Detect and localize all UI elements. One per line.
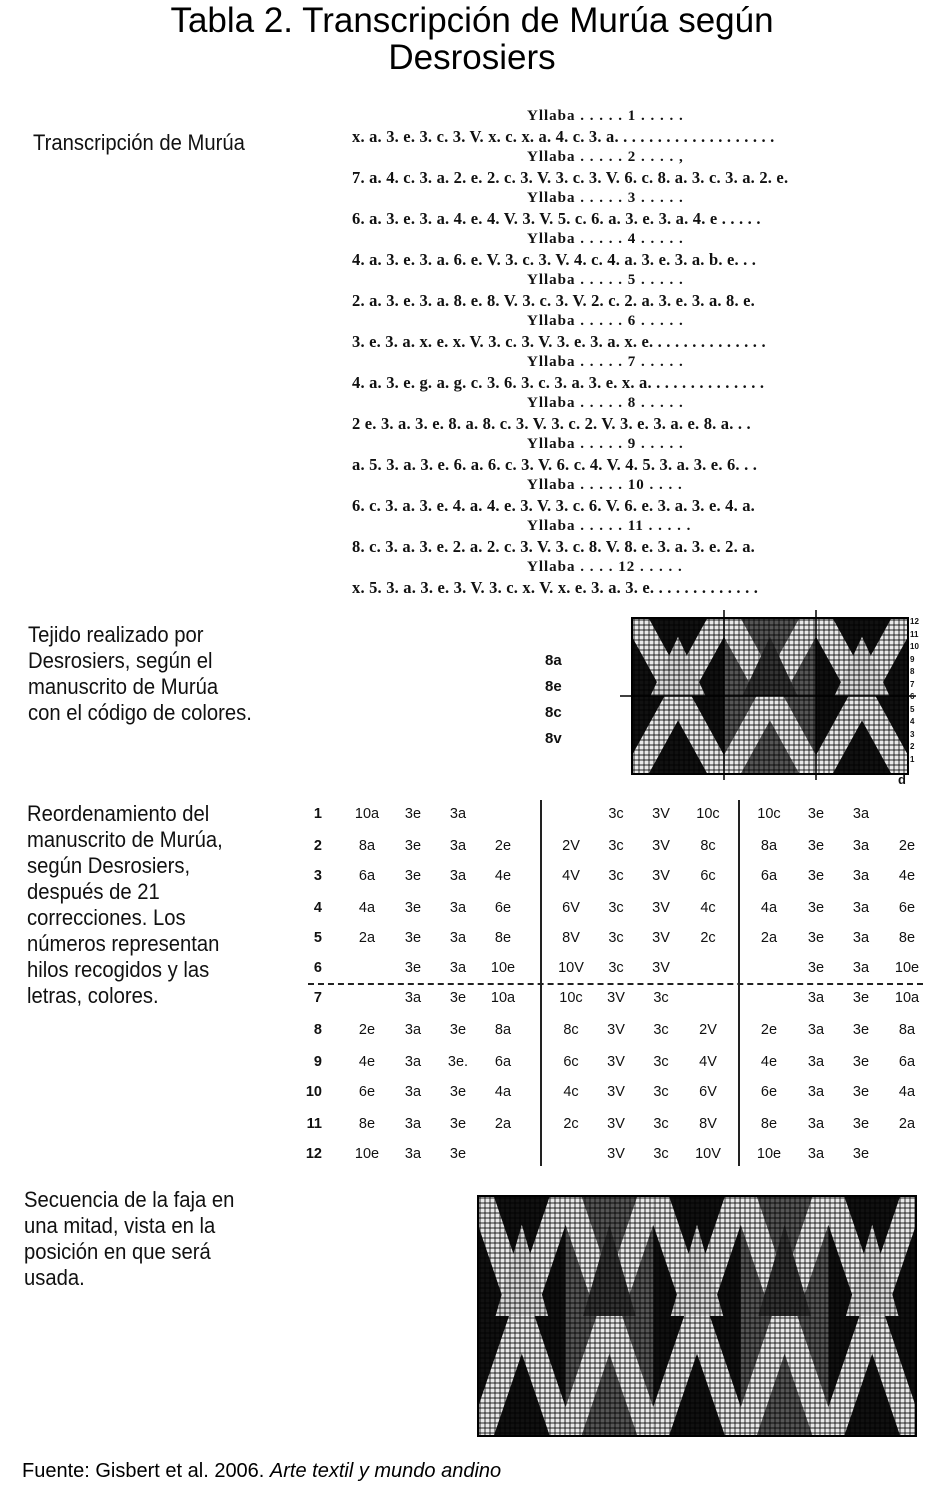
table-cell: 6e — [898, 900, 916, 916]
table-cell: 10e — [894, 960, 920, 976]
table-cell: 10a — [354, 806, 380, 822]
row-number: 11 — [306, 1116, 322, 1132]
table-cell: 3a — [852, 930, 870, 946]
table-cell: 3c — [653, 1022, 669, 1038]
pattern-row-number: 4 — [910, 717, 915, 726]
yllaba-label: Yllaba . . . . . 4 . . . . . — [527, 231, 684, 247]
source-prefix: Fuente: Gisbert et al. 2006. — [22, 1460, 270, 1482]
sequence-line: 2. a. 3. e. 3. a. 8. e. 8. V. 3. c. 3. V. 2. c. 2. a. 3. e. 3. a. 8. e. — [352, 291, 755, 310]
row-number: 12 — [305, 1146, 322, 1162]
table-cell: 4V — [562, 868, 580, 884]
source-book-title: Arte textil y mundo andino — [269, 1460, 502, 1482]
legend-item: 8c — [545, 704, 562, 721]
table-cell: 8a — [494, 1022, 512, 1038]
table-cell: 3e. — [447, 1054, 469, 1070]
yllaba-label: Yllaba . . . . . 11 . . . . . — [527, 518, 692, 534]
table-cell: 10V — [558, 960, 584, 976]
table-cell: 6c — [563, 1054, 579, 1070]
table-cell: 6a — [898, 1054, 916, 1070]
table-cell: 3e — [404, 806, 422, 822]
row-number: 2 — [313, 838, 322, 854]
table-cell: 2a — [898, 1116, 916, 1132]
legend-item: 8a — [545, 652, 562, 669]
table-cell: 3e — [852, 1022, 870, 1038]
table-cell: 3a — [404, 1146, 422, 1162]
table-cell: 6a — [760, 868, 778, 884]
table-cell: 3e — [852, 1146, 870, 1162]
table-cell: 2e — [494, 838, 512, 854]
table-cell: 3V — [652, 806, 670, 822]
table-cell: 3e — [404, 960, 422, 976]
sequence-line: 2 e. 3. a. 3. e. 8. a. 8. c. 3. V. 3. c. 2. V. 3. e. 3. a. e. 8. a. . . — [352, 414, 751, 433]
table-cell: 6e — [494, 900, 512, 916]
reorder-label: Reordenamiento del manuscrito de Murúa, según Desrosiers, después de 21 correcciones. Los números representan hilos recogidos y las letras, colores. — [27, 801, 223, 1008]
row-number: 6 — [313, 960, 322, 976]
table-cell: 4V — [699, 1054, 717, 1070]
table-cell: 8e — [358, 1116, 376, 1132]
table-cell: 4a — [358, 900, 376, 916]
table-cell: 6a — [358, 868, 376, 884]
yllaba-label: Yllaba . . . . . 7 . . . . . — [527, 354, 684, 370]
yllaba-label: Yllaba . . . . . 6 . . . . . — [527, 313, 684, 329]
table-cell: 3c — [608, 806, 624, 822]
table-cell: 6a — [494, 1054, 512, 1070]
table-cell: 10e — [756, 1146, 782, 1162]
table-cell: 3V — [607, 1022, 625, 1038]
table-cell: 4a — [494, 1084, 512, 1100]
table-cell: 3a — [807, 1146, 825, 1162]
table-cell: 3a — [449, 806, 467, 822]
source-citation — [22, 1460, 501, 1483]
table-cell: 10c — [696, 806, 720, 822]
table-cell: 3a — [449, 868, 467, 884]
table-cell: 10c — [757, 806, 781, 822]
table-cell: 2e — [898, 838, 916, 854]
pattern-corner-label: d — [898, 772, 906, 787]
pattern-row-number: 12 — [910, 617, 919, 626]
table-cell: 6c — [700, 868, 716, 884]
table-cell: 3a — [807, 1054, 825, 1070]
sequence-line: x. a. 3. e. 3. c. 3. V. x. c. x. a. 4. c. 3. a. . . . . . . . . . . . . . . . . . . — [352, 127, 775, 146]
table-cell: 4a — [898, 1084, 916, 1100]
sequence-line: a. 5. 3. a. 3. e. 6. a. 6. c. 3. V. 6. c. 4. V. 4. 5. 3. a. 3. e. 6. . . — [352, 455, 758, 474]
table-cell: 3e — [807, 900, 825, 916]
table-cell: 3c — [608, 930, 624, 946]
table-cell: 10e — [354, 1146, 380, 1162]
table-cell: 4a — [760, 900, 778, 916]
table-cell: 3V — [652, 868, 670, 884]
pattern-row-number: 8 — [910, 667, 915, 676]
transcription-label: Transcripción de Murúa — [33, 130, 245, 155]
table-cell: 8V — [699, 1116, 717, 1132]
yllaba-label: Yllaba . . . . . 8 . . . . . — [527, 395, 684, 411]
table-cell: 3e — [404, 930, 422, 946]
table-cell: 8a — [760, 838, 778, 854]
table-cell: 10V — [695, 1146, 721, 1162]
table-cell: 4e — [760, 1054, 778, 1070]
table-cell: 3a — [807, 1084, 825, 1100]
table-cell: 3a — [449, 900, 467, 916]
table-cell: 6e — [358, 1084, 376, 1100]
murua-transcription — [352, 107, 922, 599]
table-cell: 3e — [404, 868, 422, 884]
table-cell: 3c — [608, 838, 624, 854]
pattern-row-number: 5 — [910, 704, 915, 714]
page-title — [0, 2, 944, 76]
table-cell: 3a — [852, 838, 870, 854]
table-cell: 3a — [852, 960, 870, 976]
legend-item: 8v — [545, 730, 562, 747]
table-cell: 8c — [700, 838, 716, 854]
table-cell: 3a — [404, 990, 422, 1006]
table-cell: 3V — [652, 900, 670, 916]
table-cell: 3c — [653, 1146, 669, 1162]
table-cell: 3e — [449, 1146, 467, 1162]
table-cell: 3c — [608, 868, 624, 884]
table-cell: 3e — [807, 868, 825, 884]
table-cell: 10a — [894, 990, 920, 1006]
table-cell: 3V — [607, 1146, 625, 1162]
title-line-2: Desrosiers — [388, 38, 556, 77]
sequence-line: 4. a. 3. e. g. a. g. c. 3. 6. 3. c. 3. a. 3. e. x. a. . . . . . . . . . . . . . — [352, 373, 765, 392]
table-cell: 2c — [700, 930, 716, 946]
table-cell: 3e — [449, 1116, 467, 1132]
pattern-row-number: 9 — [910, 654, 915, 664]
table-cell: 3V — [607, 990, 625, 1006]
table-cell: 3e — [807, 838, 825, 854]
table-cell: 4c — [700, 900, 716, 916]
pattern-row-number: 2 — [910, 742, 915, 751]
table-cell: 3V — [652, 930, 670, 946]
table-cell: 3a — [852, 868, 870, 884]
row-number: 10 — [305, 1084, 322, 1100]
table-cell: 2e — [358, 1022, 376, 1038]
pattern-row-number: 7 — [910, 679, 915, 689]
table-cell: 6V — [562, 900, 580, 916]
table-cell: 3c — [653, 1116, 669, 1132]
table-cell: 3a — [807, 990, 825, 1006]
weaving-label: Tejido realizado por Desrosiers, según el manuscrito de Murúa con el código de colores. — [28, 622, 252, 725]
table-cell: 8e — [760, 1116, 778, 1132]
table-cell: 3e — [449, 990, 467, 1006]
pattern-row-number: 11 — [910, 629, 919, 639]
table-cell: 8e — [898, 930, 916, 946]
pattern-row-number: 3 — [910, 729, 915, 739]
sequence-line: 7. a. 4. c. 3. a. 2. e. 2. c. 3. V. 3. c. 3. V. 6. c. 8. a. 3. c. 3. a. 2. e. — [352, 168, 789, 187]
table-cell: 4e — [494, 868, 512, 884]
table-cell: 2V — [562, 838, 580, 854]
woven-pattern-desrosiers — [620, 610, 916, 780]
pattern-row-number: 6 — [910, 692, 915, 701]
table-cell: 3c — [653, 990, 669, 1006]
table-cell: 3a — [404, 1084, 422, 1100]
table-cell: 10a — [490, 990, 516, 1006]
table-cell: 3e — [852, 1116, 870, 1132]
row-number: 9 — [313, 1054, 322, 1070]
table-cell: 2e — [760, 1022, 778, 1038]
table-cell: 2a — [358, 930, 376, 946]
table-cell: 3e — [404, 838, 422, 854]
row-number: 1 — [313, 806, 322, 822]
table-cell: 8e — [494, 930, 512, 946]
row-number: 8 — [313, 1022, 322, 1038]
table-cell: 3e — [852, 1054, 870, 1070]
table-cell: 3a — [404, 1116, 422, 1132]
table-cell: 3e — [449, 1022, 467, 1038]
row-number: 5 — [313, 930, 322, 946]
table-cell: 3a — [807, 1116, 825, 1132]
table-cell: 8a — [898, 1022, 916, 1038]
table-cell: 3V — [652, 838, 670, 854]
title-line-1: Tabla 2. Transcripción de Murúa según — [170, 1, 774, 40]
table-cell: 8c — [563, 1022, 579, 1038]
table-cell: 3e — [807, 806, 825, 822]
table-cell: 3V — [652, 960, 670, 976]
row-number: 4 — [313, 900, 322, 916]
table-cell: 3e — [852, 990, 870, 1006]
pattern-row-numbers — [910, 616, 919, 766]
color-legend — [545, 648, 562, 752]
table-cell: 3a — [449, 838, 467, 854]
table-cell: 3V — [607, 1084, 625, 1100]
sequence-label: Secuencia de la faja en una mitad, vista en la posición en que será usada. — [24, 1187, 235, 1290]
reorder-table — [298, 800, 928, 1170]
table-cell: 3V — [607, 1054, 625, 1070]
sequence-line: 6. c. 3. a. 3. e. 4. a. 4. e. 3. V. 3. c. 6. V. 6. e. 3. a. 3. e. 4. a. — [352, 496, 755, 515]
row-number: 7 — [313, 990, 322, 1006]
pattern-row-number: 10 — [910, 642, 919, 651]
table-cell: 3e — [449, 1084, 467, 1100]
table-cell: 4e — [358, 1054, 376, 1070]
yllaba-label: Yllaba . . . . . 1 . . . . . — [527, 108, 684, 124]
sequence-line: 3. e. 3. a. x. e. x. V. 3. c. 3. V. 3. e. 3. a. x. e. . . . . . . . . . . . . . — [352, 332, 766, 351]
table-cell: 3c — [653, 1084, 669, 1100]
table-cell: 10e — [490, 960, 516, 976]
table-cell: 3e — [404, 900, 422, 916]
table-cell: 2a — [760, 930, 778, 946]
yllaba-label: Yllaba . . . . . 9 . . . . . — [527, 436, 684, 452]
half-divider — [308, 983, 923, 985]
yllaba-label: Yllaba . . . . . 2 . . . . , — [527, 149, 684, 165]
table-cell: 3a — [449, 930, 467, 946]
table-cell: 8a — [358, 838, 376, 854]
sequence-line: 8. c. 3. a. 3. e. 2. a. 2. c. 3. V. 3. c. 8. V. 8. e. 3. a. 3. e. 2. a. — [352, 537, 755, 556]
table-cell: 3V — [607, 1116, 625, 1132]
yllaba-label: Yllaba . . . . . 10 . . . . — [527, 477, 683, 493]
pattern-row-number: 1 — [910, 754, 915, 764]
table-cell: 3a — [449, 960, 467, 976]
legend-item: 8e — [545, 678, 562, 695]
table-cell: 8V — [562, 930, 580, 946]
yllaba-label: Yllaba . . . . . 5 . . . . . — [527, 272, 684, 288]
table-cell: 3e — [852, 1084, 870, 1100]
table-cell: 10c — [559, 990, 583, 1006]
table-cell: 3a — [807, 1022, 825, 1038]
table-cell: 3a — [404, 1054, 422, 1070]
yllaba-label: Yllaba . . . . 12 . . . . . — [527, 559, 683, 575]
sequence-line: 4. a. 3. e. 3. a. 6. e. V. 3. c. 3. V. 4. c. 4. a. 3. e. 3. a. b. e. . . — [352, 250, 757, 269]
row-number: 3 — [313, 868, 322, 884]
sequence-line: x. 5. 3. a. 3. e. 3. V. 3. c. x. V. x. e. 3. a. 3. e. . . . . . . . . . . . . — [352, 578, 759, 597]
sash-sequence-pattern — [476, 1194, 918, 1438]
table-cell: 6e — [760, 1084, 778, 1100]
table-cell: 2c — [563, 1116, 579, 1132]
table-cell: 4e — [898, 868, 916, 884]
table-cell: 3c — [653, 1054, 669, 1070]
table-cell: 3a — [404, 1022, 422, 1038]
table-cell: 3a — [852, 806, 870, 822]
table-cell: 2V — [699, 1022, 717, 1038]
table-cell: 3a — [852, 900, 870, 916]
table-cell: 3c — [608, 960, 624, 976]
table-cell: 2a — [494, 1116, 512, 1132]
table-cell: 3c — [608, 900, 624, 916]
table-cell: 3e — [807, 930, 825, 946]
yllaba-label: Yllaba . . . . . 3 . . . . . — [527, 190, 684, 206]
sequence-line: 6. a. 3. e. 3. a. 4. e. 4. V. 3. V. 5. c. 6. a. 3. e. 3. a. 4. e . . . . . — [352, 209, 761, 228]
table-cell: 6V — [699, 1084, 717, 1100]
table-cell: 4c — [563, 1084, 579, 1100]
table-cell: 3e — [807, 960, 825, 976]
